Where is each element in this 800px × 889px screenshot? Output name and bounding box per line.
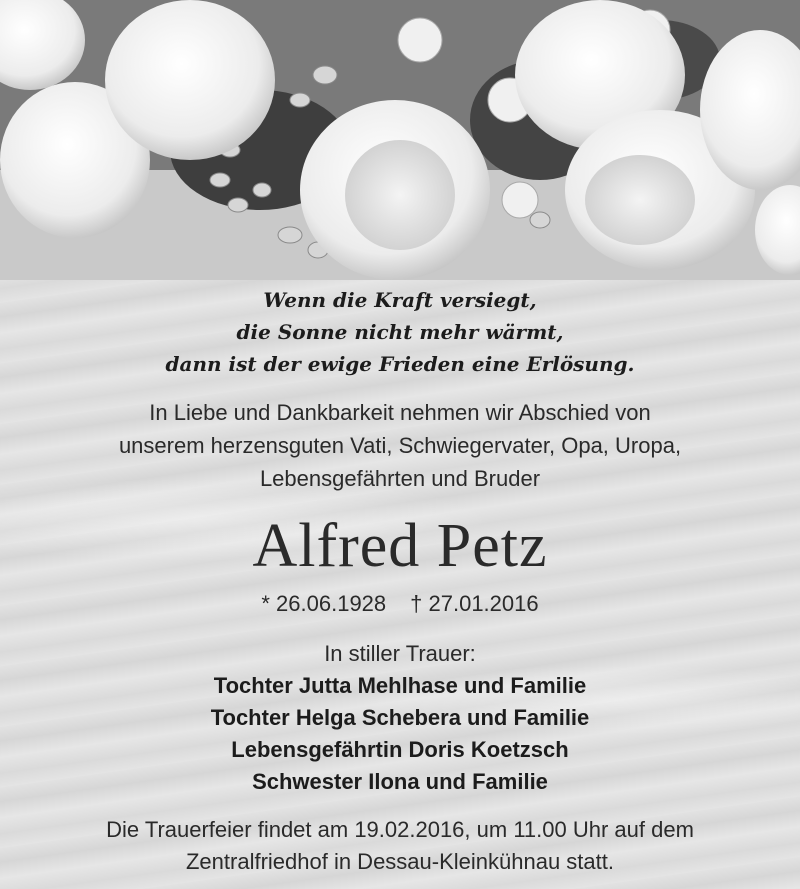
intro-line: unserem herzensguten Vati, Schwiegervater, Opa, Uropa, — [118, 433, 682, 458]
mourners-list — [0, 670, 800, 798]
mourner-entry: Tochter Jutta Mehlhase und Familie — [213, 673, 587, 698]
mourner-entry: Tochter Helga Schebera und Familie — [210, 705, 590, 730]
farewell-intro — [0, 396, 800, 495]
mourner-entry: Schwester Ilona und Familie — [252, 769, 548, 794]
quote-line: Wenn die Kraft versiegt, — [263, 288, 537, 312]
life-dates — [0, 588, 800, 620]
birth-date: * 26.06.1928 — [261, 591, 387, 616]
mourning-heading: In stiller Trauer: — [324, 641, 476, 666]
tulip-flowers-image — [0, 0, 800, 280]
quote-line: die Sonne nicht mehr wärmt, — [236, 320, 564, 344]
memorial-quote — [0, 284, 800, 380]
deceased-name: Alfred Petz — [252, 512, 548, 580]
service-line: Die Trauerfeier findet am 19.02.2016, um 11.00 Uhr auf dem — [106, 817, 694, 842]
mourner-entry: Lebensgefährtin Doris Koetzsch — [231, 737, 569, 762]
intro-line: In Liebe und Dankbarkeit nehmen wir Abschied von — [149, 400, 651, 425]
service-line: Zentralfriedhof in Dessau-Kleinkühnau statt. — [185, 849, 614, 874]
funeral-service-notice — [0, 814, 800, 878]
death-date: † 27.01.2016 — [410, 591, 539, 616]
intro-line: Lebensgefährten und Bruder — [259, 466, 541, 491]
quote-line: dann ist der ewige Frieden eine Erlösung. — [165, 352, 635, 376]
